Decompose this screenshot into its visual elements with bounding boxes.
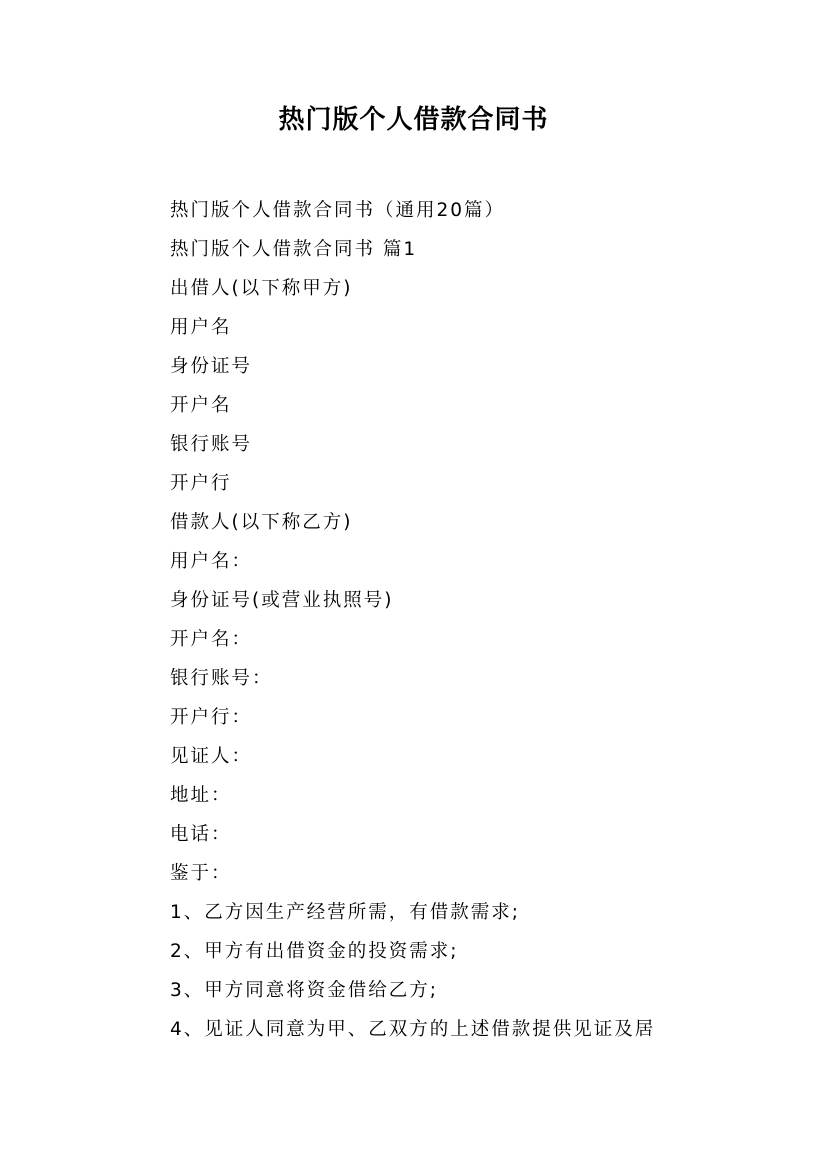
body-line: 鉴于： — [170, 863, 232, 884]
body-line: 2、甲方有出借资金的投资需求; — [170, 941, 459, 962]
body-line: 开户行 — [170, 473, 232, 494]
body-line: 身份证号(或营业执照号) — [170, 590, 394, 611]
document-title: 热门版个人借款合同书 — [278, 105, 549, 135]
body-line: 3、甲方同意将资金借给乙方; — [170, 980, 439, 1001]
body-line: 借款人(以下称乙方) — [170, 512, 353, 533]
body-line: 见证人： — [170, 746, 253, 767]
body-line: 开户行： — [170, 707, 253, 728]
body-line: 热门版个人借款合同书（通用20篇） — [170, 200, 506, 221]
body-line: 开户名： — [170, 629, 253, 650]
body-line: 热门版个人借款合同书 篇1 — [170, 239, 418, 260]
body-line: 4、见证人同意为甲、乙双方的上述借款提供见证及居 — [170, 1019, 656, 1040]
body-line: 用户名 — [170, 317, 232, 338]
document-body — [170, 191, 770, 1049]
body-line: 电话： — [170, 824, 232, 845]
body-line: 用户名： — [170, 551, 253, 572]
body-line: 1、乙方因生产经营所需，有借款需求; — [170, 902, 521, 923]
body-line: 身份证号 — [170, 356, 253, 377]
body-line: 银行账号 — [170, 434, 253, 455]
body-line: 开户名 — [170, 395, 232, 416]
body-line: 出借人(以下称甲方) — [170, 278, 353, 299]
body-line: 银行账号： — [170, 668, 273, 689]
body-line: 地址： — [170, 785, 232, 806]
